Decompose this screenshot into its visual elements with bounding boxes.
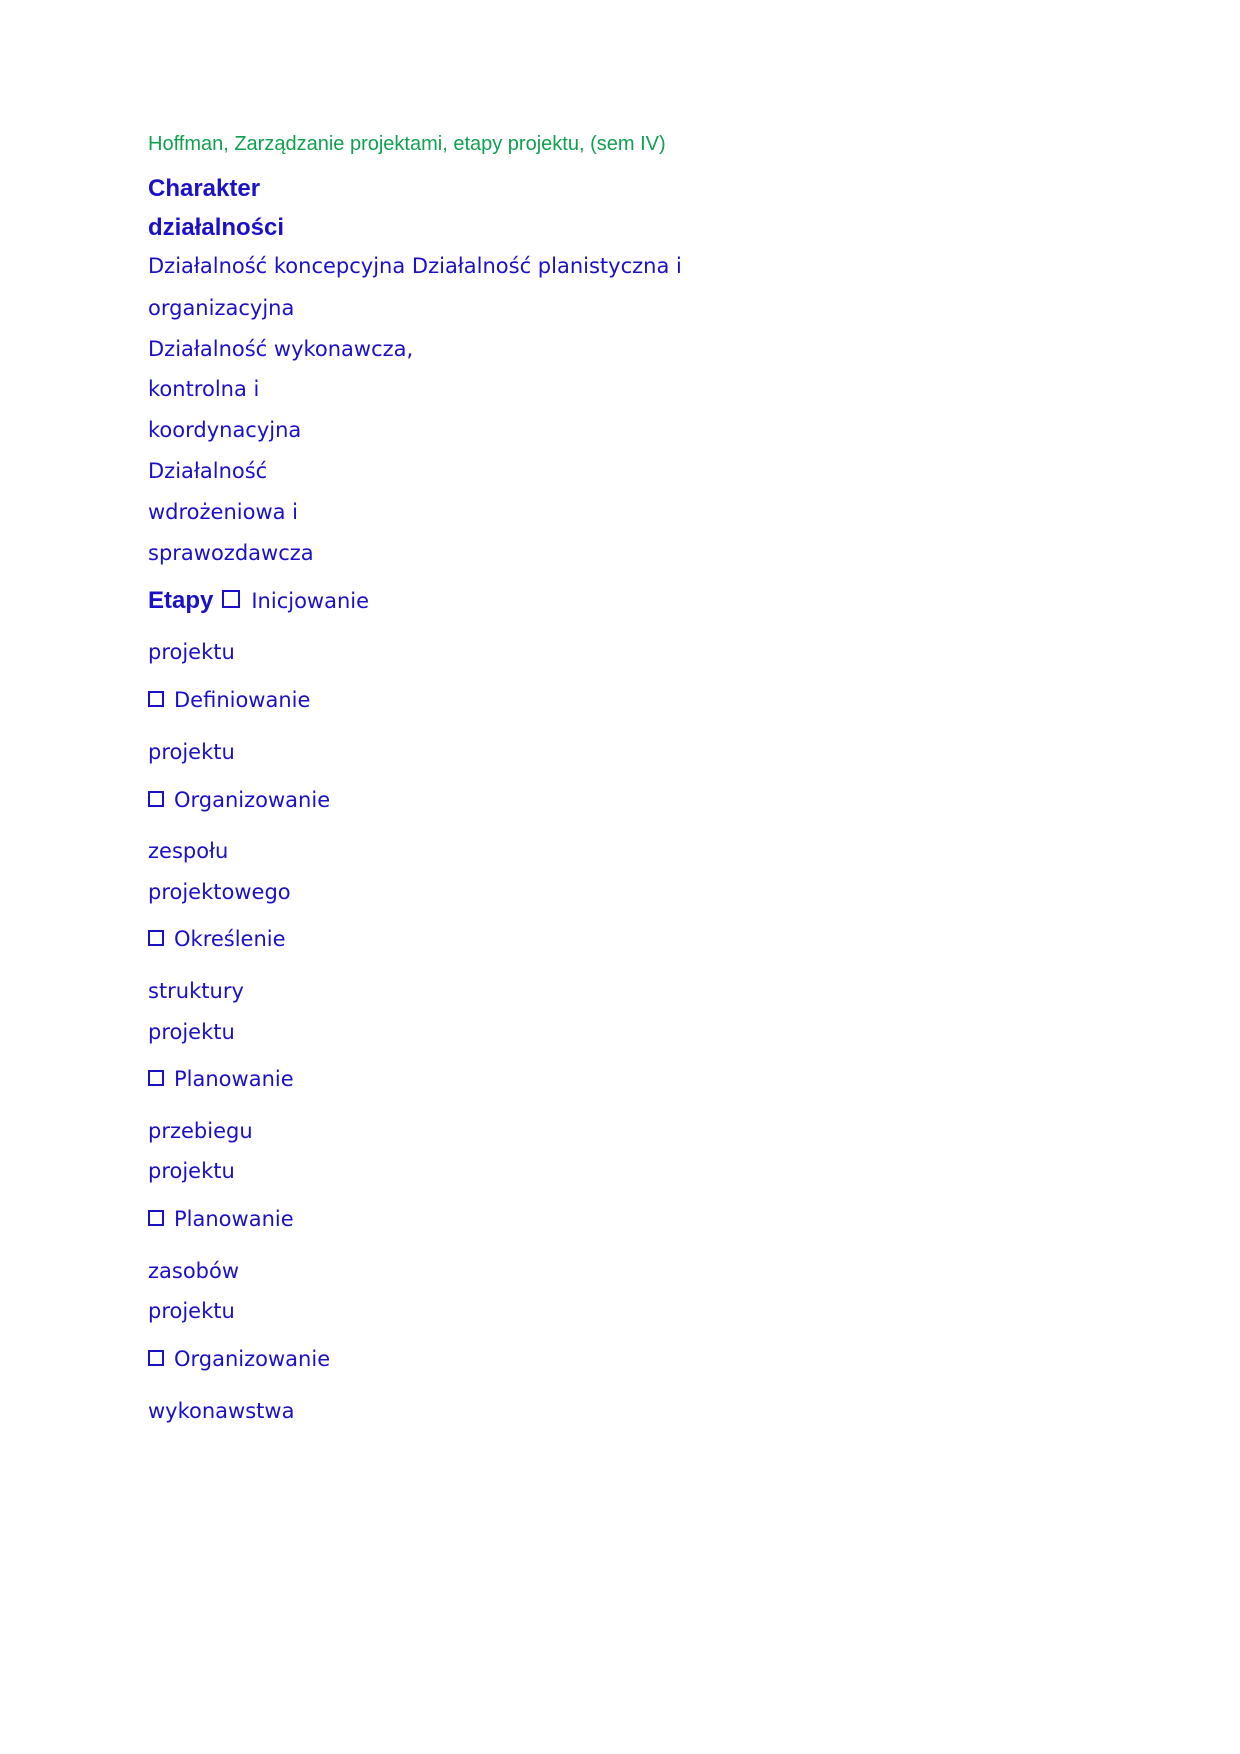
checkbox-square-icon <box>148 691 164 707</box>
stage-item: Określenie <box>174 927 286 951</box>
stage-bullet-line <box>148 929 286 950</box>
stage-line: wykonawstwa <box>148 1399 295 1423</box>
stage-line: projektu <box>148 740 235 764</box>
activity-line: Działalność koncepcyjna Działalność planistyczna i <box>148 254 682 278</box>
stage-line: zespołu <box>148 839 229 863</box>
activity-line: organizacyjna <box>148 296 295 320</box>
stage-line: zasobów <box>148 1259 240 1283</box>
stage-bullet-line <box>148 1069 294 1090</box>
checkbox-square-icon <box>148 1210 164 1226</box>
stage-line: projektu <box>148 1020 235 1044</box>
stages-label: Etapy <box>148 587 214 614</box>
checkbox-square-icon <box>148 791 164 807</box>
stage-line: struktury <box>148 979 244 1003</box>
activity-line: sprawozdawcza <box>148 541 314 565</box>
stages-line <box>148 589 369 613</box>
stage-item: Organizowanie <box>174 788 331 812</box>
stage-line: projektowego <box>148 880 291 904</box>
activity-line: Działalność wykonawcza, <box>148 337 414 361</box>
document-header: Hoffman, Zarządzanie projektami, etapy projektu, (sem IV) <box>148 133 666 155</box>
checkbox-square-icon <box>148 1070 164 1086</box>
stage-line: projektu <box>148 640 235 664</box>
stage-item: Planowanie <box>174 1067 294 1091</box>
activity-line: wdrożeniowa i <box>148 500 299 524</box>
stage-line: projektu <box>148 1159 235 1183</box>
stage-item: Definiowanie <box>174 688 311 712</box>
activity-line: koordynacyjna <box>148 418 302 442</box>
stage-bullet-line <box>148 1209 294 1230</box>
stage-line: projektu <box>148 1299 235 1323</box>
activity-line: Działalność <box>148 459 268 483</box>
section-heading-line-2: działalności <box>148 214 285 241</box>
checkbox-square-icon <box>148 1350 164 1366</box>
checkbox-square-icon <box>222 590 240 608</box>
stage-bullet-line <box>148 790 330 811</box>
stage-bullet-line <box>148 1349 330 1370</box>
activity-line: kontrolna i <box>148 377 260 401</box>
stage-bullet-line <box>148 690 310 711</box>
stage-item: Inicjowanie <box>251 589 370 613</box>
stage-item: Planowanie <box>174 1207 294 1231</box>
stage-line: przebiegu <box>148 1119 253 1143</box>
stage-item: Organizowanie <box>174 1347 331 1371</box>
section-heading-line-1: Charakter <box>148 175 261 202</box>
checkbox-square-icon <box>148 930 164 946</box>
